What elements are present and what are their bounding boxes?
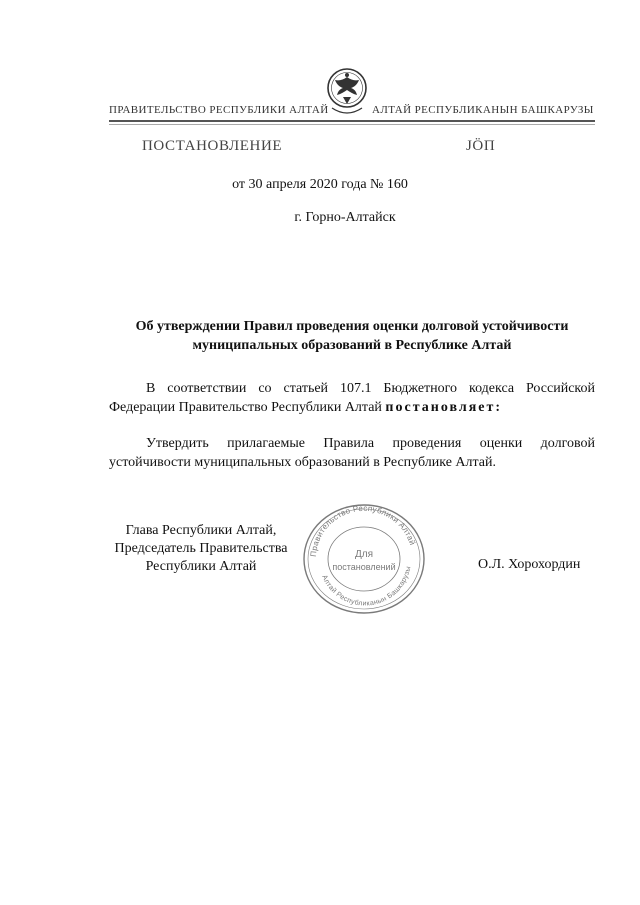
document-type-altai: ЈÖП [466,138,496,154]
header-rule [109,120,595,122]
document-title-line: муниципальных образований в Республике Алтай [192,338,512,353]
document-city: г. Горно-Алтайск [294,210,396,225]
paragraph-text: Утвердить прилагаемые Правила проведения оценки долговой устойчивости муниципальных образований в Республике Алтай. [109,436,595,470]
document-date-number: от 30 апреля 2020 года № 160 [232,177,408,192]
paragraph-text: В соответствии со статьей 107.1 Бюджетного кодекса Российской Федерации Правительство Республики Алтай [109,381,595,415]
official-seal-stamp [294,497,434,617]
document-title [109,317,595,355]
signatory-title-line: Республики Алтай [145,559,257,574]
document-type: ПОСТАНОВЛЕНИЕ [142,138,283,154]
header-government-name: ПРАВИТЕЛЬСТВО РЕСПУБЛИКИ АЛТАЙ [109,104,329,116]
signatory-title-line: Глава Республики Алтай, [125,523,277,538]
decree-word: постановляет: [385,400,503,415]
seal-center-text: Для [354,549,374,560]
seal-ring-text-top: Правительство Республики Алтай [308,503,417,558]
header-rule-thin [109,124,595,125]
signatory-name: О.Л. Хорохордин [478,557,581,572]
body-paragraph [109,434,595,472]
coat-of-arms-icon [324,64,370,118]
document-title-line: Об утверждении Правил проведения оценки долговой устойчивости [135,319,569,334]
signatory-title [108,522,294,576]
seal-ring-text-bottom: Алтай Республиканын Башкарузы [320,565,413,608]
body-paragraph [109,379,595,417]
seal-center-text: постановлений [332,562,396,572]
signatory-title-line: Председатель Правительства [114,541,288,556]
header-government-name-altai: АЛТАЙ РЕСПУБЛИКАНЫН БАШКАРУЗЫ [372,104,594,116]
